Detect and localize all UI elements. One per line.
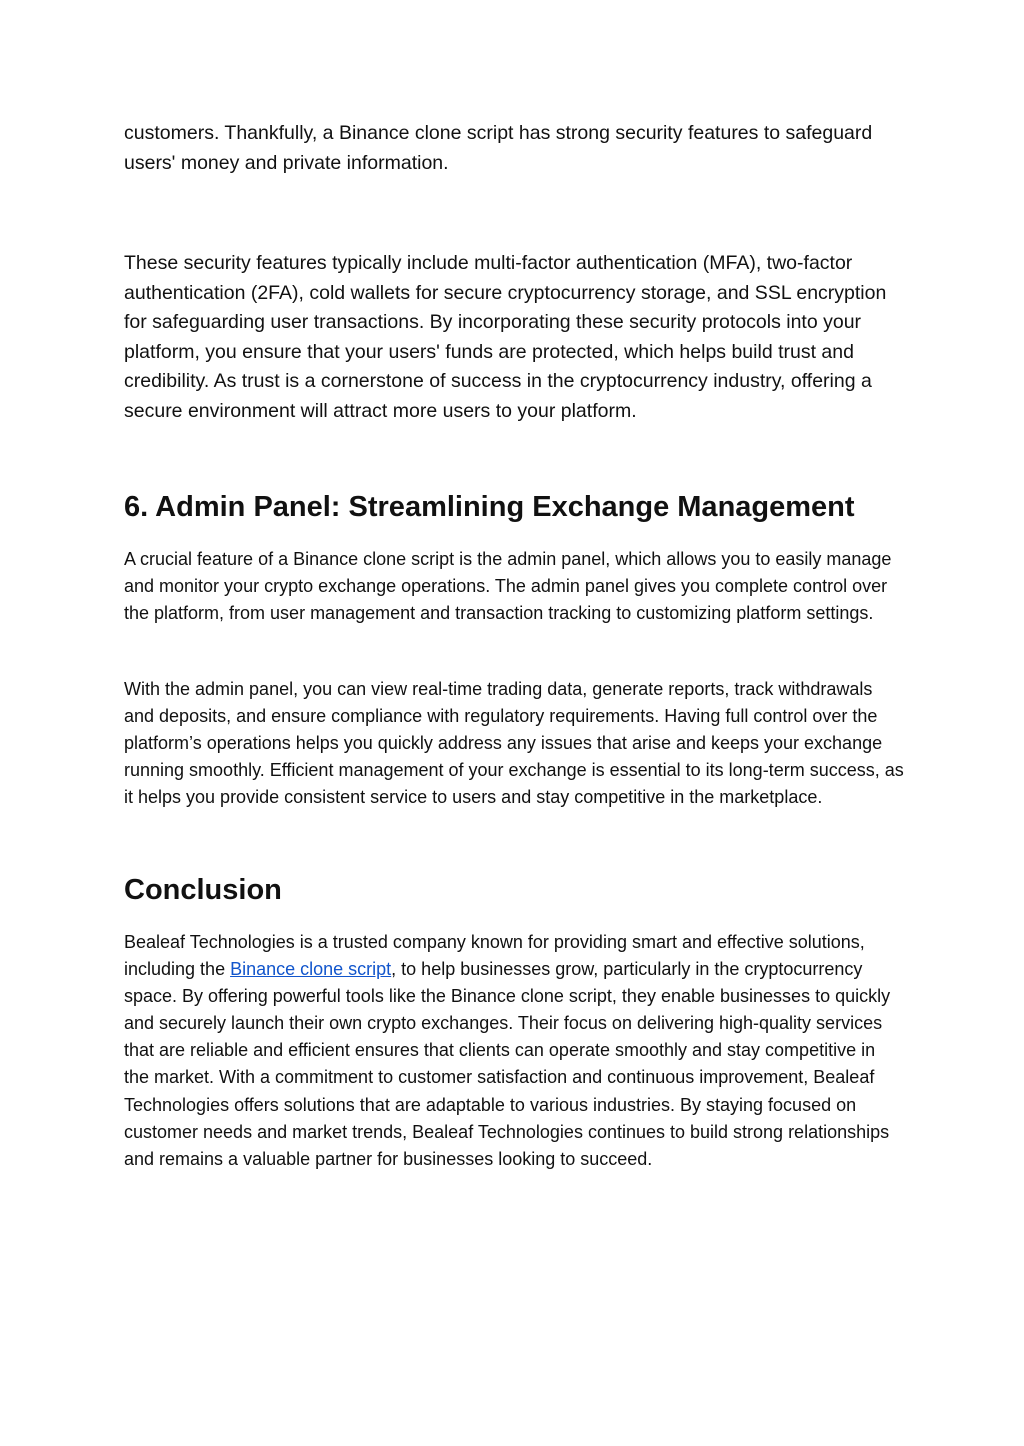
paragraph-admin-details: With the admin panel, you can view real-time trading data, generate reports, track withdrawals and deposits, and ensure compliance with regulatory requirements. Having full control over the platform’s operations helps you quickly address any issues that arise and keeps your exchange running smoothly. Efficient management of your exchange is essential to its long-term success, as it helps you provide consistent service to users and stay competitive in the marketplace. — [124, 679, 904, 808]
paragraph-security-features: These security features typically include multi-factor authentication (MFA), two-factor authentication (2FA), cold wallets for secure cryptocurrency storage, and SSL encryption for safeguarding user transactions. By incorporating these security protocols into your platform, you ensure that your users' funds are protected, which helps build trust and credibility. As trust is a cornerstone of success in the cryptocurrency industry, offering a secure environment will attract more users to your platform. — [124, 252, 887, 422]
paragraph-conclusion — [124, 929, 904, 1173]
paragraph-security-intro: customers. Thankfully, a Binance clone script has strong security features to safeguard users' money and private information. — [124, 122, 873, 174]
heading-admin-panel: 6. Admin Panel: Streamlining Exchange Management — [124, 491, 855, 523]
conclusion-text-start: Bealeaf Technologies is a trusted company known for providing smart and effective solutions, including the — [124, 932, 865, 980]
binance-clone-script-link[interactable]: Binance clone script — [230, 959, 392, 980]
conclusion-text-end: , to help businesses grow, particularly in the cryptocurrency space. By offering powerful tools like the Binance clone script, they enable businesses to quickly and securely launch their own crypto exchanges. Their focus on delivering high-quality services that are reliable and efficient ensures that clients can operate smoothly and stay competitive in the market. With a commitment to customer satisfaction and continuous improvement, Bealeaf Technologies offers solutions that are adaptable to various industries. By staying focused on customer needs and market trends, Bealeaf Technologies continues to build strong relationships and remains a valuable partner for businesses looking to succeed. — [124, 959, 891, 1169]
heading-conclusion: Conclusion — [124, 874, 282, 906]
paragraph-admin-intro: A crucial feature of a Binance clone script is the admin panel, which allows you to easily manage and monitor your crypto exchange operations. The admin panel gives you complete control over the platform, from user management and transaction tracking to customizing platform settings. — [124, 549, 892, 624]
